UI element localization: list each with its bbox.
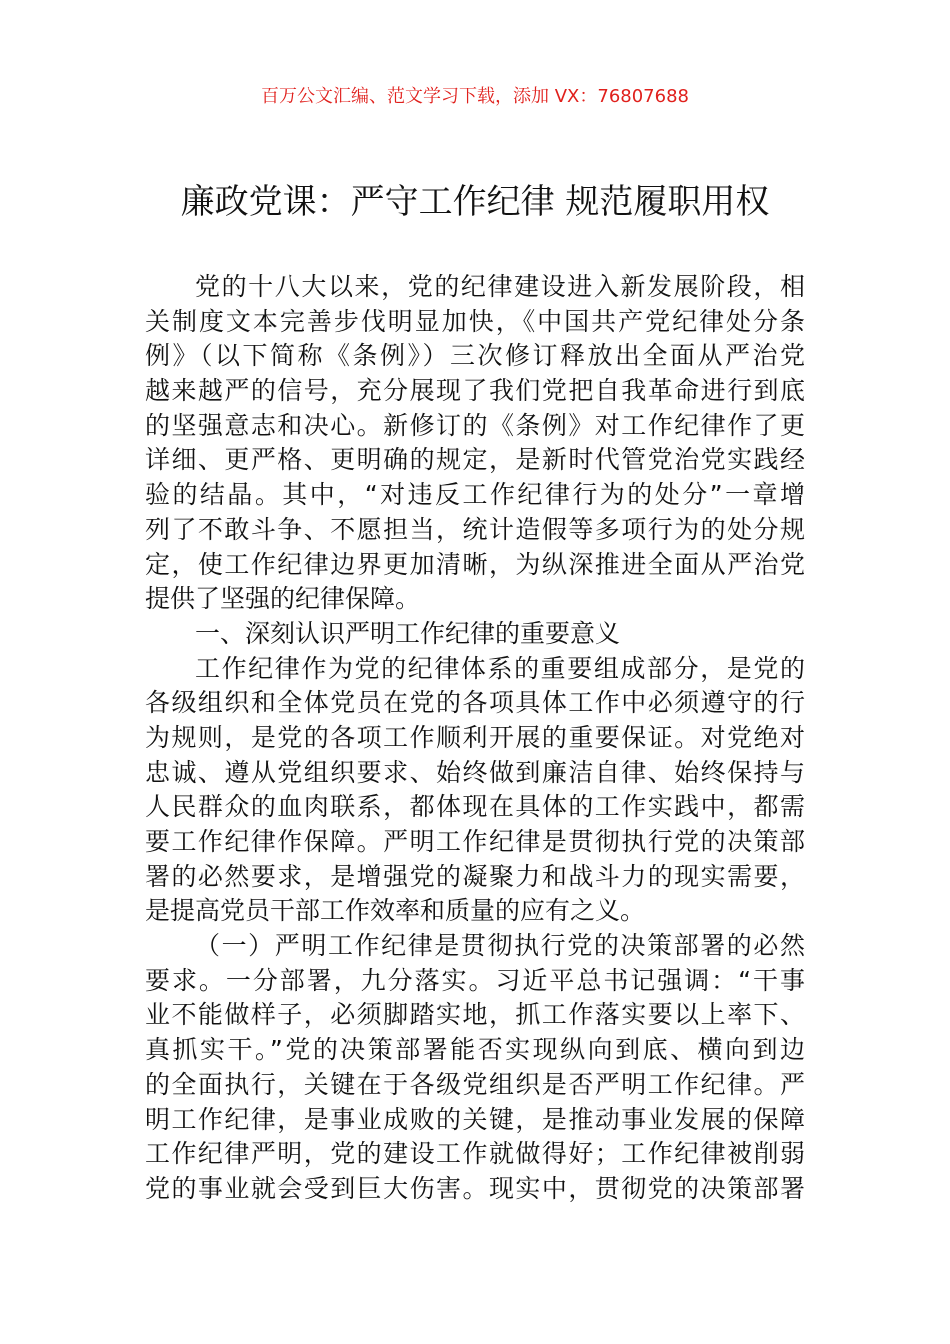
text-line: 的全面执行，关键在于各级党组织是否严明工作纪律。严 bbox=[145, 1069, 805, 1099]
paragraph-intro bbox=[145, 270, 805, 617]
text-line: 提供了坚强的纪律保障。 bbox=[145, 584, 421, 614]
text-line: 为规则，是党的各项工作顺利开展的重要保证。对党绝对 bbox=[145, 722, 805, 752]
text-line: 要工作纪律作保障。严明工作纪律是贯彻执行党的决策部 bbox=[145, 827, 805, 856]
text-line: 署的必然要求，是增强党的凝聚力和战斗力的现实需要， bbox=[145, 861, 805, 891]
document-title: 廉政党课：严守工作纪律 规范履职用权 bbox=[180, 182, 770, 222]
text-line: 工作纪律严明，党的建设工作就做得好；工作纪律被削弱 bbox=[145, 1139, 805, 1169]
text-line: 关制度文本完善步伐明显加快，《中国共产党纪律处分条 bbox=[145, 306, 805, 336]
text-line: 的坚强意志和决心。新修订的《条例》对工作纪律作了更 bbox=[145, 410, 805, 440]
text-line: 党的事业就会受到巨大伤害。现实中，贯彻党的决策部署 bbox=[145, 1173, 805, 1203]
text-line: 忠诚、遵从党组织要求、始终做到廉洁自律、始终保持与 bbox=[145, 757, 805, 787]
document-body bbox=[145, 270, 805, 1207]
heading-line: 一、深刻认识严明工作纪律的重要意义 bbox=[195, 618, 621, 648]
text-line: 业不能做样子，必须脚踏实地，抓工作落实要以上率下、 bbox=[145, 1000, 805, 1030]
text-line: 定，使工作纪律边界更加清晰，为纵深推进全面从严治党 bbox=[145, 549, 805, 579]
text-line: 详细、更严格、更明确的规定，是新时代管党治党实践经 bbox=[145, 445, 805, 475]
section-heading bbox=[145, 617, 805, 652]
text-line: 各级组织和全体党员在党的各项具体工作中必须遵守的行 bbox=[145, 688, 805, 718]
text-line: （一）严明工作纪律是贯彻执行党的决策部署的必然 bbox=[195, 931, 805, 961]
text-line: 验的结晶。其中，“对违反工作纪律行为的处分”一章增 bbox=[145, 480, 805, 510]
text-line: 越来越严的信号，充分展现了我们党把自我革命进行到底 bbox=[145, 376, 805, 406]
text-line: 人民群众的血肉联系，都体现在具体的工作实践中，都需 bbox=[145, 792, 805, 822]
text-line: 真抓实干。”党的决策部署能否实现纵向到底、横向到边 bbox=[145, 1035, 805, 1065]
text-line: 例》（以下简称《条例》）三次修订释放出全面从严治党 bbox=[145, 341, 805, 371]
text-line: 明工作纪律，是事业成败的关键，是推动事业发展的保障 bbox=[145, 1104, 805, 1134]
text-line: 要求。一分部署，九分落实。习近平总书记强调：“干事 bbox=[145, 965, 805, 995]
text-line: 工作纪律作为党的纪律体系的重要组成部分，是党的 bbox=[195, 653, 805, 683]
text-line: 列了不敢斗争、不愿担当，统计造假等多项行为的处分规 bbox=[145, 514, 805, 544]
paragraph-subsection-1 bbox=[145, 929, 805, 1207]
text-line: 是提高党员干部工作效率和质量的应有之义。 bbox=[145, 896, 646, 926]
paragraph-importance bbox=[145, 652, 805, 930]
text-line: 党的十八大以来，党的纪律建设进入新发展阶段，相 bbox=[195, 272, 805, 301]
watermark-header: 百万公文汇编、范文学习下载，添加 VX：76807688 bbox=[261, 86, 689, 107]
